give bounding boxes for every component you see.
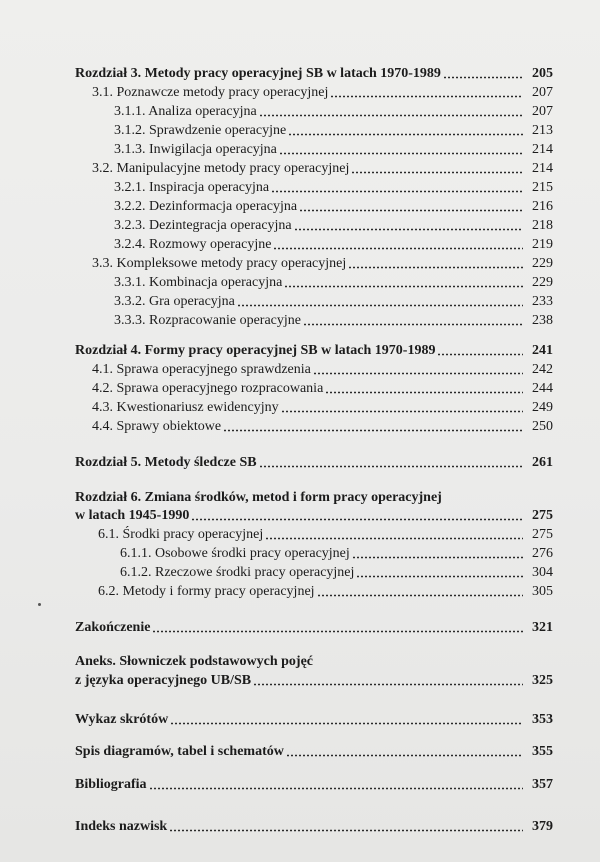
toc-entry-page: 207	[532, 104, 553, 119]
leader-dots	[288, 133, 523, 136]
toc-entry-page: 216	[532, 199, 553, 214]
leader-dots	[286, 754, 523, 757]
toc-entry-title: 4.3. Kwestionariusz ewidencyjny	[92, 400, 279, 415]
leader-dots	[443, 76, 523, 79]
leader-dots	[170, 722, 523, 725]
toc-index	[0, 819, 600, 835]
toc-entry	[0, 218, 600, 234]
toc-entry-title: Bibliografia	[75, 777, 147, 792]
toc-entry	[0, 237, 600, 253]
toc-entry-title: 6.1.1. Osobowe środki pracy operacyjnej	[120, 546, 350, 561]
toc-entry-title: 3.1.1. Analiza operacyjna	[114, 104, 257, 119]
toc-entry	[0, 142, 600, 158]
toc-entry-title: 3.3. Kompleksowe metody pracy operacyjnej	[92, 256, 347, 271]
toc-entry-page: 205	[532, 66, 553, 81]
toc-entry-page: 244	[532, 381, 553, 396]
toc-entry-page: 229	[532, 256, 553, 271]
toc-entry-page: 250	[532, 419, 553, 434]
toc-entry-page: 214	[532, 161, 553, 176]
toc-conclusion	[0, 620, 600, 636]
toc-entry-page: 238	[532, 313, 553, 328]
toc-entry-title: Rozdział 5. Metody śledcze SB	[75, 455, 257, 470]
toc-annex-title-line1: Aneks. Słowniczek podstawowych pojęć	[75, 654, 314, 669]
toc-entry	[0, 275, 600, 291]
toc-entry	[0, 381, 600, 397]
toc-entry-page: 276	[532, 546, 553, 561]
toc-entry-page: 215	[532, 180, 553, 195]
toc-entry	[0, 294, 600, 310]
leader-dots	[330, 95, 523, 98]
leader-dots	[299, 209, 523, 212]
toc-entry-page: 325	[532, 673, 553, 688]
toc-entry-title: 3.3.1. Kombinacja operacyjna	[114, 275, 283, 290]
toc-entry-title: 4.1. Sprawa operacyjnego sprawdzenia	[92, 362, 311, 377]
toc-entry	[0, 180, 600, 196]
toc-entry-page: 249	[532, 400, 553, 415]
toc-bibliography	[0, 777, 600, 793]
toc-entry	[0, 85, 600, 101]
toc-entry-page: 357	[532, 777, 553, 792]
toc-entry-page: 321	[532, 620, 553, 635]
leader-dots	[303, 323, 523, 326]
toc-entry	[0, 256, 600, 272]
toc-entry	[0, 527, 600, 543]
toc-entry	[0, 584, 600, 600]
leader-dots	[152, 630, 523, 633]
leader-dots	[149, 787, 523, 790]
toc-chapter-5	[0, 455, 600, 471]
toc-entry	[0, 104, 600, 120]
toc-entry-title: 6.1.2. Rzeczowe środki pracy operacyjnej	[120, 565, 355, 580]
toc-entry-title: 3.1.2. Sprawdzenie operacyjne	[114, 123, 287, 138]
toc-entry-page: 355	[532, 744, 553, 759]
toc-entry-title: Indeks nazwisk	[75, 819, 168, 834]
toc-chapter-6	[0, 508, 600, 524]
leader-dots	[351, 171, 523, 174]
toc-entry-title: 3.3.3. Rozpracowanie operacyjne	[114, 313, 301, 328]
toc-entry-page: 353	[532, 712, 553, 727]
leader-dots	[265, 537, 523, 540]
toc-entry	[0, 546, 600, 562]
toc-entry-page: 304	[532, 565, 553, 580]
toc-entry-title: 3.3.2. Gra operacyjna	[114, 294, 235, 309]
toc-entry	[0, 161, 600, 177]
leader-dots	[313, 372, 523, 375]
toc-entry	[0, 400, 600, 416]
toc-chapter-6-title-line1: Rozdział 6. Zmiana środków, metod i form pracy operacyjnej	[75, 490, 442, 505]
toc-entry-title: 4.2. Sprawa operacyjnego rozpracowania	[92, 381, 324, 396]
toc-entry-page: 242	[532, 362, 553, 377]
leader-dots	[281, 410, 523, 413]
toc-entry-page: 219	[532, 237, 553, 252]
toc-entry-title: 3.2.1. Inspiracja operacyjna	[114, 180, 270, 195]
toc-entry-title: 6.1. Środki pracy operacyjnej	[98, 527, 264, 542]
leader-dots	[273, 247, 523, 250]
toc-diagrams	[0, 744, 600, 760]
toc-entry-page: 233	[532, 294, 553, 309]
leader-dots	[191, 518, 523, 521]
toc-entry-title: 3.2. Manipulacyjne metody pracy operacyjnej	[92, 161, 350, 176]
leader-dots	[223, 429, 523, 432]
toc-entry-page: 218	[532, 218, 553, 233]
leader-dots	[437, 353, 523, 356]
leader-dots	[237, 304, 523, 307]
leader-dots	[259, 465, 523, 468]
toc-entry-title: 3.2.3. Dezintegracja operacyjna	[114, 218, 292, 233]
leader-dots	[259, 114, 523, 117]
toc-entry	[0, 199, 600, 215]
leader-dots	[253, 683, 523, 686]
toc-entry-title: 3.2.2. Dezinformacja operacyjna	[114, 199, 298, 214]
toc-entry-page: 275	[532, 508, 553, 523]
leader-dots	[284, 285, 523, 288]
toc-entry-title: Spis diagramów, tabel i schematów	[75, 744, 284, 759]
paper-speck	[38, 603, 41, 606]
toc-entry-title: 3.2.4. Rozmowy operacyjne	[114, 237, 272, 252]
toc-entry	[0, 419, 600, 435]
toc-entry-title: 3.1. Poznawcze metody pracy operacyjnej	[92, 85, 329, 100]
leader-dots	[169, 829, 523, 832]
toc-entry-page: 305	[532, 584, 553, 599]
toc-entry-page: 261	[532, 455, 553, 470]
toc-entry-page: 379	[532, 819, 553, 834]
leader-dots	[279, 152, 523, 155]
toc-entry-title: Rozdział 4. Formy pracy operacyjnej SB w latach 1970-1989	[75, 343, 436, 358]
toc-entry-page: 275	[532, 527, 553, 542]
leader-dots	[325, 391, 523, 394]
toc-annex	[0, 673, 600, 689]
toc-entry-page: 241	[532, 343, 553, 358]
toc-entry-title: Rozdział 3. Metody pracy operacyjnej SB w latach 1970-1989	[75, 66, 441, 81]
leader-dots	[294, 228, 523, 231]
toc-entry-page: 207	[532, 85, 553, 100]
toc-chapter-3	[0, 66, 600, 82]
toc-entry-title: Wykaz skrótów	[75, 712, 169, 727]
toc-entry-page: 229	[532, 275, 553, 290]
toc-entry	[0, 362, 600, 378]
leader-dots	[356, 575, 523, 578]
toc-entry-title: 4.4. Sprawy obiektowe	[92, 419, 222, 434]
toc-entry	[0, 565, 600, 581]
toc-entry-page: 213	[532, 123, 553, 138]
toc-entry	[0, 313, 600, 329]
toc-entry-title: 6.2. Metody i formy pracy operacyjnej	[98, 584, 315, 599]
toc-entry-title: w latach 1945-1990	[75, 508, 190, 523]
leader-dots	[352, 556, 523, 559]
toc-entry-title: Zakończenie	[75, 620, 151, 635]
toc-entry-page: 214	[532, 142, 553, 157]
toc-entry-title: z języka operacyjnego UB/SB	[75, 673, 252, 688]
toc-chapter-4	[0, 343, 600, 359]
leader-dots	[271, 190, 523, 193]
leader-dots	[348, 266, 523, 269]
toc-abbreviations	[0, 712, 600, 728]
leader-dots	[317, 594, 523, 597]
toc-entry-title: 3.1.3. Inwigilacja operacyjna	[114, 142, 277, 157]
toc-entry	[0, 123, 600, 139]
